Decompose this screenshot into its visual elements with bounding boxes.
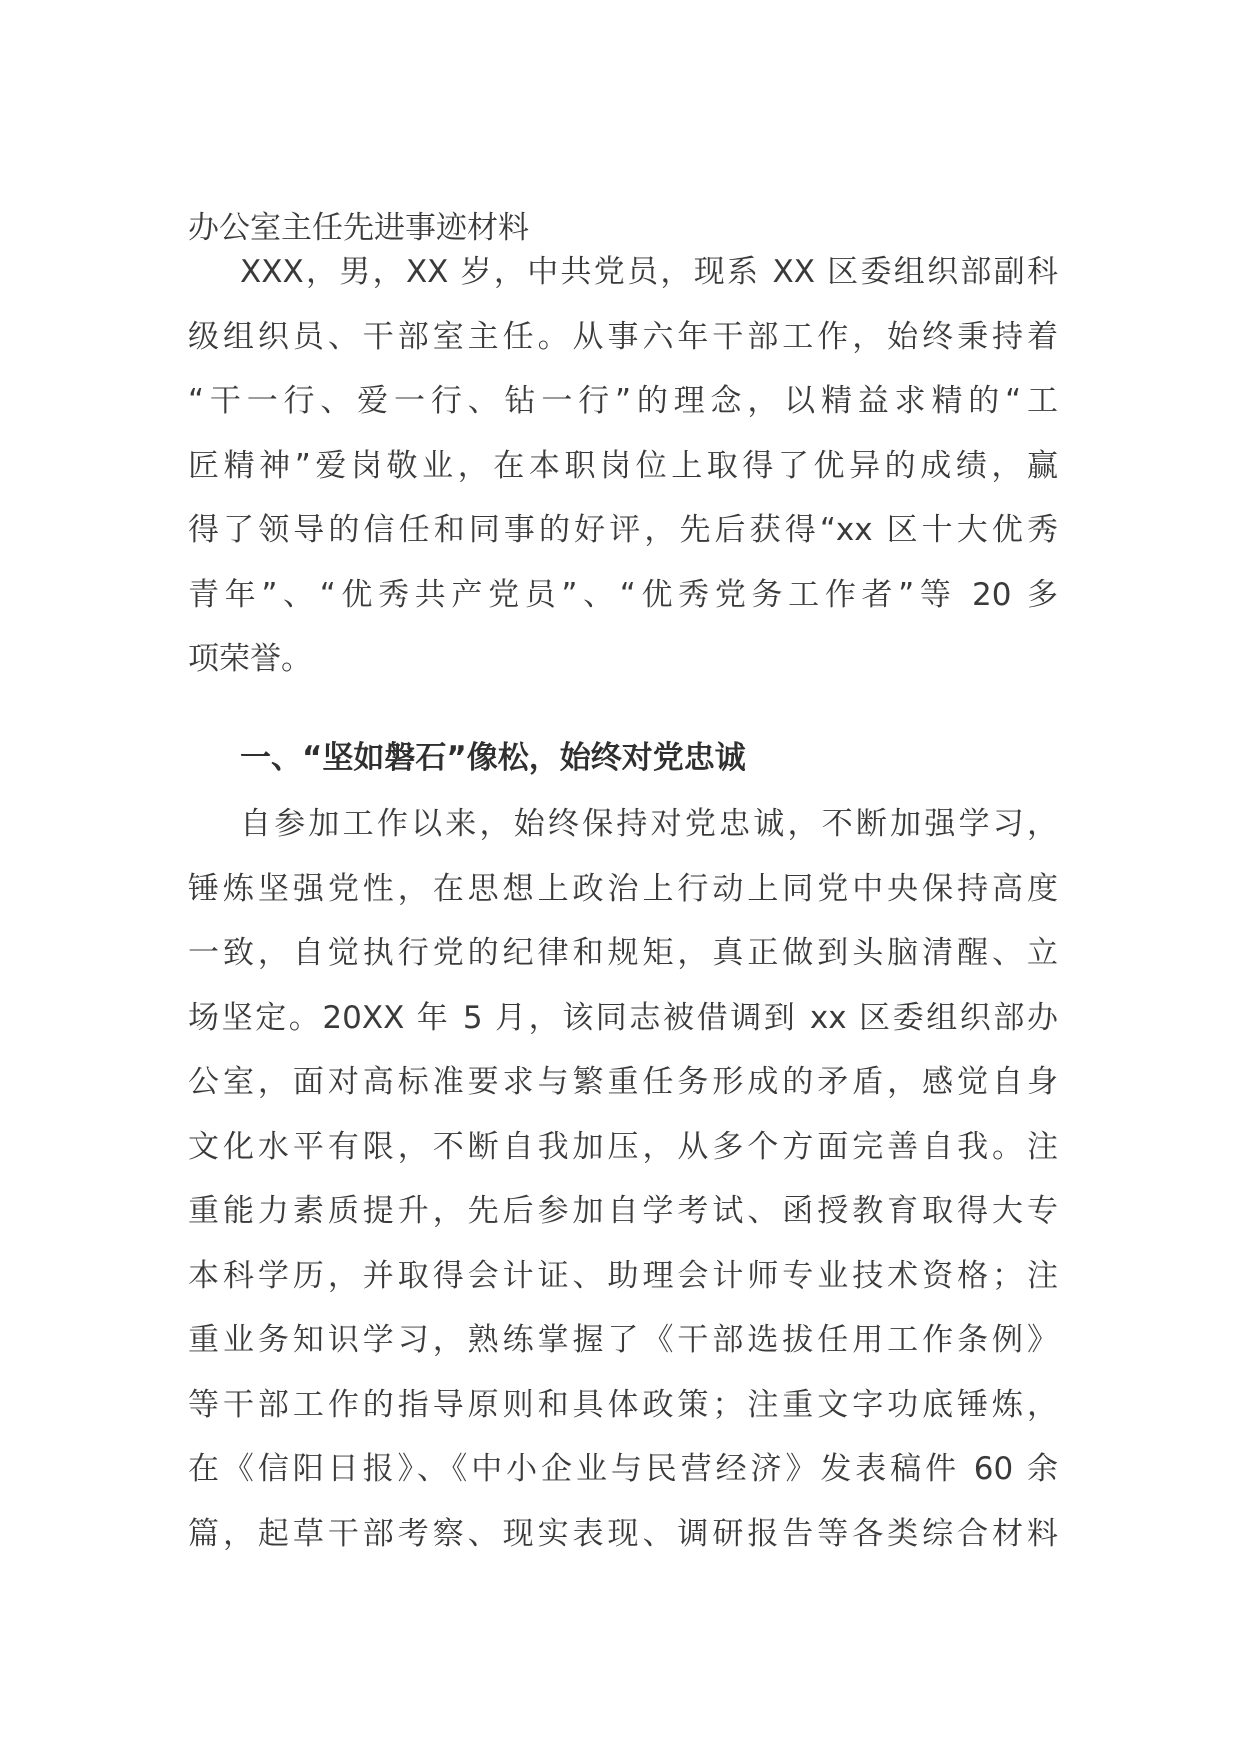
- paragraph-line: 公室，面对高标准要求与繁重任务形成的矛盾，感觉自身: [188, 1064, 1058, 1100]
- paragraph-line: 青年”、“优秀共产党员”、“优秀党务工作者”等 20 多: [188, 576, 1058, 613]
- paragraph-line: “干一行、爱一行、钻一行”的理念，以精益求精的“工: [188, 383, 1058, 419]
- paragraph-line: 级组织员、干部室主任。从事六年干部工作，始终秉持着: [188, 318, 1058, 355]
- paragraph-line: 等干部工作的指导原则和具体政策；注重文字功底锤炼，: [188, 1386, 1058, 1423]
- paragraph-line: 自参加工作以来，始终保持对党忠诚，不断加强学习，: [240, 806, 1058, 842]
- paragraph-line: 重能力素质提升，先后参加自学考试、函授教育取得大专: [188, 1193, 1058, 1229]
- paragraph-line: 一致，自觉执行党的纪律和规矩，真正做到头脑清醒、立: [188, 935, 1058, 971]
- section-heading-1: 一、“坚如磐石”像松，始终对党忠诚: [240, 740, 746, 776]
- section-1-paragraph: [188, 792, 1058, 1566]
- intro-paragraph: [188, 240, 1058, 692]
- paragraph-line: 本科学历，并取得会计证、助理会计师专业技术资格；注: [188, 1257, 1058, 1294]
- paragraph-line: 锤炼坚强党性，在思想上政治上行动上同党中央保持高度: [188, 870, 1058, 907]
- paragraph-line: 文化水平有限，不断自我加压，从多个方面完善自我。注: [188, 1128, 1058, 1165]
- paragraph-line: 重业务知识学习，熟练掌握了《干部选拔任用工作条例》: [188, 1322, 1058, 1358]
- paragraph-line: XXX，男，XX 岁，中共党员，现系 XX 区委组织部副科: [240, 254, 1058, 290]
- paragraph-line: 匠精神”爱岗敬业，在本职岗位上取得了优异的成绩，赢: [188, 447, 1058, 484]
- paragraph-line: 项荣誉。: [188, 641, 312, 677]
- paragraph-line: 篇，起草干部考察、现实表现、调研报告等各类综合材料: [188, 1515, 1058, 1552]
- document-title: 办公室主任先进事迹材料: [188, 210, 529, 246]
- paragraph-line: 得了领导的信任和同事的好评，先后获得“xx 区十大优秀: [188, 512, 1058, 548]
- paragraph-line: 在《信阳日报》、《中小企业与民营经济》发表稿件 60 余: [188, 1451, 1058, 1487]
- paragraph-line: 场坚定。20XX 年 5 月，该同志被借调到 xx 区委组织部办: [188, 999, 1058, 1036]
